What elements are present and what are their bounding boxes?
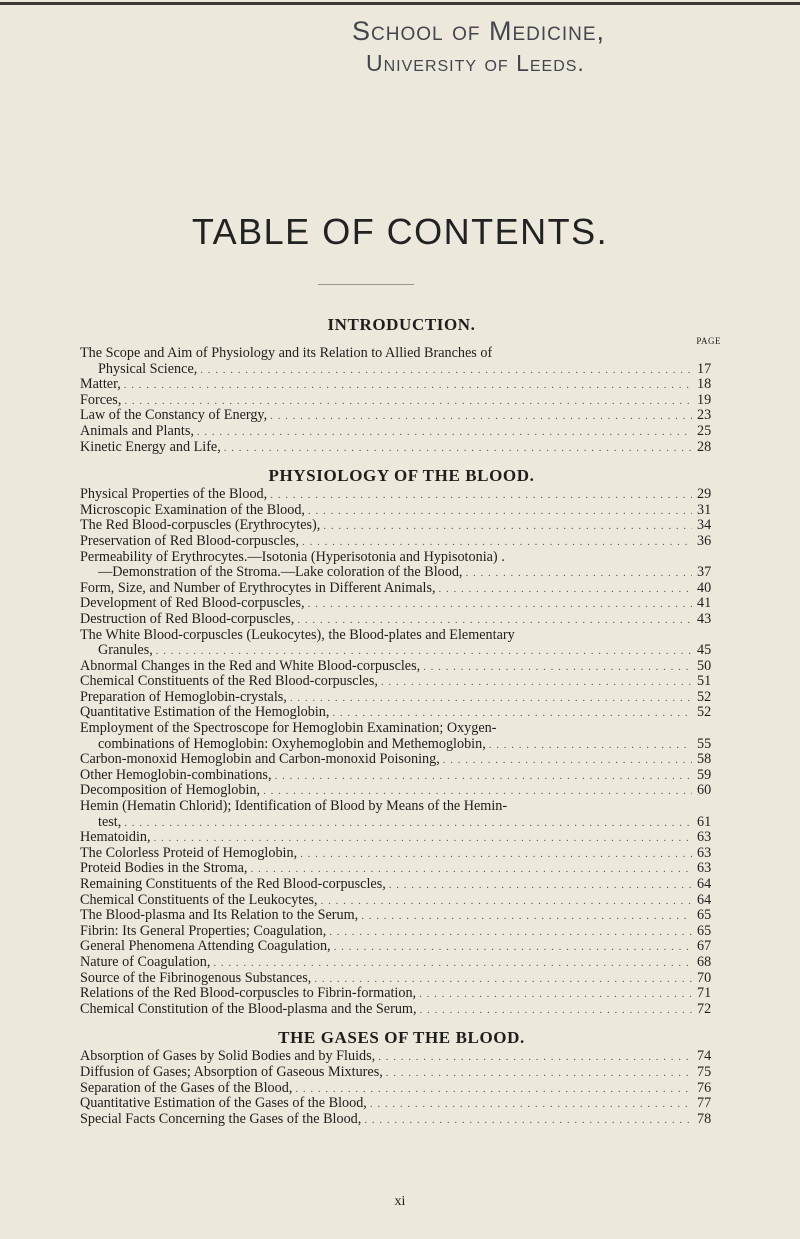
toc-entry-text: test, xyxy=(98,814,122,830)
page-title: TABLE OF CONTENTS. xyxy=(191,211,609,252)
dot-leader xyxy=(314,972,692,988)
toc-entry-text: Matter, xyxy=(80,377,121,393)
dot-leader xyxy=(323,519,692,535)
toc-entry-line xyxy=(80,440,723,456)
toc-entry-line xyxy=(80,1065,723,1081)
toc-entry-text: Special Facts Concerning the Gases of the Blood, xyxy=(80,1111,362,1127)
section-spacer xyxy=(80,1017,723,1027)
toc-page-number: 23 xyxy=(697,407,712,424)
dot-leader xyxy=(302,535,692,551)
dot-leader xyxy=(308,597,692,613)
section-heading: INTRODUCTION. xyxy=(327,315,476,334)
dot-leader xyxy=(423,660,692,676)
toc-entry-continuation xyxy=(80,737,723,753)
dot-leader xyxy=(124,378,692,394)
toc-entry xyxy=(80,346,723,377)
toc-entry xyxy=(80,581,723,597)
dot-leader xyxy=(364,1113,692,1129)
dot-leader xyxy=(154,831,692,847)
title-divider xyxy=(318,284,414,285)
toc-page-number: 40 xyxy=(697,579,712,596)
toc-page-number: 25 xyxy=(697,422,712,439)
toc-entry-text: Chemical Constitution of the Blood-plasma and the Serum, xyxy=(80,1001,417,1017)
toc-entry xyxy=(80,955,723,971)
toc-entry-text: Preservation of Red Blood-corpuscles, xyxy=(80,533,300,549)
toc-page-number: 78 xyxy=(697,1110,712,1127)
section-heading: PHYSIOLOGY OF THE BLOOD. xyxy=(268,466,535,486)
dot-leader xyxy=(308,504,692,520)
toc-entry-line xyxy=(80,830,723,846)
toc-entry-line xyxy=(80,408,723,424)
dot-leader xyxy=(250,862,692,878)
toc-page-number: 59 xyxy=(697,766,712,783)
toc-entry-text: Permeability of Erythrocytes.—Isotonia (Hyperisotonia and Hypisotonia) . xyxy=(80,549,505,565)
toc-entry-text: Microscopic Examination of the Blood, xyxy=(80,502,305,518)
stamp-line-university: University of Leeds. xyxy=(366,50,585,76)
toc-entry-text: General Phenomena Attending Coagulation, xyxy=(80,939,331,955)
toc-entry-line xyxy=(80,581,723,597)
toc-entry-text: The Red Blood-corpuscles (Erythrocytes), xyxy=(80,518,321,534)
toc-entry xyxy=(80,846,723,862)
dot-leader xyxy=(295,1082,692,1098)
dot-leader xyxy=(361,909,692,925)
toc-entry xyxy=(80,424,723,440)
toc-page-number: 70 xyxy=(697,969,712,986)
toc-entry-text: Employment of the Spectroscope for Hemoglobin Examination; Oxygen- xyxy=(80,721,497,737)
toc-entry-text: Granules, xyxy=(98,643,153,659)
toc-entry-text: combinations of Hemoglobin: Oxyhemoglobin and Methemoglobin, xyxy=(98,736,486,752)
toc-entry xyxy=(80,924,723,940)
toc-page-number: 63 xyxy=(697,829,712,846)
toc-entry xyxy=(80,830,723,846)
toc-entry-text: Forces, xyxy=(80,392,122,408)
toc-entry-line xyxy=(80,768,723,784)
toc-entry-text: Form, Size, and Number of Erythrocytes in Different Animals, xyxy=(80,580,436,596)
toc-entry-text: Quantitative Estimation of the Gases of the Blood, xyxy=(80,1096,367,1112)
toc-entry-line xyxy=(80,393,723,409)
toc-entry-text: Abnormal Changes in the Red and White Blood-corpuscles, xyxy=(80,658,421,674)
toc-entry-text: Quantitative Estimation of the Hemoglobin, xyxy=(80,705,330,721)
toc-entry-line xyxy=(80,1002,723,1018)
toc-entry-line xyxy=(80,534,723,550)
toc-entry xyxy=(80,986,723,1002)
toc-entry xyxy=(80,534,723,550)
toc-entry-line xyxy=(80,674,723,690)
toc-entry xyxy=(80,628,723,659)
toc-entry xyxy=(80,1096,723,1112)
dot-leader xyxy=(381,675,692,691)
toc-page-number: 41 xyxy=(697,595,712,612)
toc-page-number: 67 xyxy=(697,938,712,955)
toc-entry-line xyxy=(80,424,723,440)
dot-leader xyxy=(334,940,692,956)
table-of-contents xyxy=(80,314,723,1127)
toc-entry xyxy=(80,550,723,581)
toc-entry-text: Nature of Coagulation, xyxy=(80,954,211,970)
toc-entry xyxy=(80,768,723,784)
section-heading: THE GASES OF THE BLOOD. xyxy=(278,1028,525,1048)
dot-leader xyxy=(124,816,692,832)
toc-entry xyxy=(80,799,723,830)
toc-entry xyxy=(80,939,723,955)
toc-entry xyxy=(80,440,723,456)
toc-entry-text: Chemical Constituents of the Leukocytes, xyxy=(80,892,318,908)
toc-entry-line xyxy=(80,721,723,737)
toc-page-number: 63 xyxy=(697,860,712,877)
toc-entry-text: Fibrin: Its General Properties; Coagulation, xyxy=(80,923,327,939)
toc-entry xyxy=(80,487,723,503)
toc-page-number: 63 xyxy=(697,844,712,861)
toc-section xyxy=(80,465,723,1017)
toc-entry-continuation xyxy=(80,362,723,378)
dot-leader xyxy=(389,878,692,894)
toc-page-number: 76 xyxy=(697,1079,712,1096)
toc-entry-line xyxy=(80,377,723,393)
toc-page-number: 72 xyxy=(697,1000,712,1017)
toc-entry-line xyxy=(80,971,723,987)
toc-entry xyxy=(80,393,723,409)
dot-leader xyxy=(386,1066,692,1082)
toc-entry xyxy=(80,971,723,987)
toc-entry xyxy=(80,861,723,877)
dot-leader xyxy=(300,847,692,863)
toc-entry xyxy=(80,705,723,721)
toc-entry-line xyxy=(80,861,723,877)
dot-leader xyxy=(270,409,692,425)
dot-leader xyxy=(275,769,693,785)
toc-page-number: 18 xyxy=(697,376,712,393)
toc-page-number: 51 xyxy=(697,673,712,690)
toc-entry-text: Chemical Constituents of the Red Blood-corpuscles, xyxy=(80,674,378,690)
toc-entry-line xyxy=(80,705,723,721)
dot-leader xyxy=(489,738,692,754)
toc-entry-text: The Blood-plasma and Its Relation to the Serum, xyxy=(80,908,359,924)
toc-entry-line xyxy=(80,550,723,566)
toc-entry-text: The Colorless Proteid of Hemoglobin, xyxy=(80,845,298,861)
top-edge-rule xyxy=(0,2,800,5)
toc-entry xyxy=(80,1049,723,1065)
toc-entry-line xyxy=(80,908,723,924)
toc-entry xyxy=(80,893,723,909)
toc-entry xyxy=(80,408,723,424)
toc-entry xyxy=(80,690,723,706)
toc-page-number: 28 xyxy=(697,438,712,455)
toc-entry-text: Carbon-monoxid Hemoglobin and Carbon-monoxid Poisoning, xyxy=(80,752,440,768)
toc-page-number: 68 xyxy=(697,953,712,970)
dot-leader xyxy=(290,691,692,707)
toc-page-number: 36 xyxy=(697,532,712,549)
dot-leader xyxy=(321,894,692,910)
toc-page-number: 31 xyxy=(697,501,712,518)
toc-page-number: 74 xyxy=(697,1048,712,1065)
toc-entry-text: Hematoidin, xyxy=(80,830,151,846)
toc-page-number: 37 xyxy=(697,564,712,581)
toc-entry-text: Animals and Plants, xyxy=(80,423,194,439)
toc-page-number: 45 xyxy=(697,642,712,659)
toc-entry xyxy=(80,1065,723,1081)
dot-leader xyxy=(297,613,692,629)
stamp-line-school: School of Medicine, xyxy=(352,16,606,46)
toc-page-number: 75 xyxy=(697,1063,712,1080)
dot-leader xyxy=(420,1003,692,1019)
dot-leader xyxy=(200,363,692,379)
dot-leader xyxy=(419,987,692,1003)
toc-page-number: 17 xyxy=(697,360,712,377)
dot-leader xyxy=(443,753,692,769)
page-column-label: PAGE xyxy=(696,336,721,346)
toc-entry-line xyxy=(80,939,723,955)
toc-entry-line xyxy=(80,955,723,971)
toc-entry xyxy=(80,877,723,893)
dot-leader xyxy=(263,784,692,800)
toc-entry-line xyxy=(80,596,723,612)
toc-entry-text: Kinetic Energy and Life, xyxy=(80,439,221,455)
toc-entry-text: Hemin (Hematin Chlorid); Identification of Blood by Means of the Hemin- xyxy=(80,799,508,815)
toc-entry xyxy=(80,1112,723,1128)
toc-entry-text: Relations of the Red Blood-corpuscles to Fibrin-formation, xyxy=(80,986,417,1002)
dot-leader xyxy=(213,956,692,972)
page-folio: xi xyxy=(394,1194,406,1209)
toc-entry-text: Destruction of Red Blood-corpuscles, xyxy=(80,611,295,627)
toc-entry-line xyxy=(80,628,723,644)
toc-entry-line xyxy=(80,1081,723,1097)
toc-page-number: 52 xyxy=(697,688,712,705)
toc-entry-line xyxy=(80,518,723,534)
toc-entry-text: Remaining Constituents of the Red Blood-corpuscles, xyxy=(80,877,386,892)
toc-entry xyxy=(80,908,723,924)
toc-page-number: 50 xyxy=(697,657,712,674)
toc-entry-text: Source of the Fibrinogenous Substances, xyxy=(80,970,312,986)
toc-entry xyxy=(80,674,723,690)
toc-page-number: 29 xyxy=(697,486,712,503)
toc-entry-text: Law of the Constancy of Energy, xyxy=(80,408,268,424)
toc-entry xyxy=(80,612,723,628)
toc-page-number: 52 xyxy=(697,704,712,721)
dot-leader xyxy=(370,1097,692,1113)
toc-entry-continuation xyxy=(80,565,723,581)
toc-entry-text: The White Blood-corpuscles (Leukocytes), the Blood-plates and Elementary xyxy=(80,627,515,643)
toc-page-number: 55 xyxy=(697,735,712,752)
toc-entry-line xyxy=(80,924,723,940)
toc-entry-line xyxy=(80,846,723,862)
toc-entry xyxy=(80,503,723,519)
toc-entry xyxy=(80,783,723,799)
toc-entry-text: Preparation of Hemoglobin-crystals, xyxy=(80,689,287,705)
toc-entry-line xyxy=(80,752,723,768)
dot-leader xyxy=(329,925,692,941)
toc-entry xyxy=(80,518,723,534)
toc-entry-line xyxy=(80,799,723,815)
toc-page-number: 58 xyxy=(697,751,712,768)
toc-entry-text: The Scope and Aim of Physiology and its Relation to Allied Branches of xyxy=(80,346,493,361)
toc-entry xyxy=(80,1081,723,1097)
toc-page-number: 34 xyxy=(697,517,712,534)
toc-entry xyxy=(80,1002,723,1018)
toc-entry-line xyxy=(80,503,723,519)
toc-page-number: 64 xyxy=(697,876,712,892)
toc-page-number: 61 xyxy=(697,813,712,830)
dot-leader xyxy=(465,566,692,582)
toc-page-number: 19 xyxy=(697,391,712,408)
toc-entry-line xyxy=(80,1112,723,1128)
toc-entry-text: Separation of the Gases of the Blood, xyxy=(80,1080,293,1096)
dot-leader xyxy=(270,488,692,504)
toc-entry-text: Absorption of Gases by Solid Bodies and by Fluids, xyxy=(80,1049,376,1065)
dot-leader xyxy=(124,394,692,410)
dot-leader xyxy=(197,425,692,441)
toc-page-number: 71 xyxy=(697,985,712,1002)
dot-leader xyxy=(439,582,692,598)
toc-entry xyxy=(80,721,723,752)
toc-entry-line xyxy=(80,783,723,799)
toc-entry xyxy=(80,752,723,768)
toc-page-number: 43 xyxy=(697,610,712,627)
toc-entry-text: Proteid Bodies in the Stroma, xyxy=(80,861,248,877)
toc-entry-line xyxy=(80,659,723,675)
toc-entry xyxy=(80,596,723,612)
toc-entry-line xyxy=(80,690,723,706)
toc-entry-line xyxy=(80,1049,723,1065)
section-spacer xyxy=(80,455,723,465)
toc-page-number: 60 xyxy=(697,782,712,799)
toc-entry-text: Physical Science, xyxy=(98,361,198,377)
toc-entry-line xyxy=(80,986,723,1002)
toc-entry-text: Diffusion of Gases; Absorption of Gaseous Mixtures, xyxy=(80,1064,383,1080)
toc-entry-text: Physical Properties of the Blood, xyxy=(80,487,268,503)
toc-page-number: 64 xyxy=(697,891,712,908)
toc-entry xyxy=(80,659,723,675)
toc-entry-line xyxy=(80,346,723,362)
toc-entry xyxy=(80,377,723,393)
toc-entry-line xyxy=(80,893,723,909)
toc-entry-text: —Demonstration of the Stroma.—Lake coloration of the Blood, xyxy=(98,565,463,581)
toc-page-number: 65 xyxy=(697,922,712,939)
toc-entry-line xyxy=(80,487,723,503)
dot-leader xyxy=(224,441,692,457)
toc-section xyxy=(80,1027,723,1127)
toc-entry-text: Decomposition of Hemoglobin, xyxy=(80,783,261,799)
toc-page-number: 77 xyxy=(697,1095,712,1112)
toc-section xyxy=(80,314,723,455)
dot-leader xyxy=(378,1050,692,1066)
toc-entry-line xyxy=(80,612,723,628)
toc-entry-text: Development of Red Blood-corpuscles, xyxy=(80,596,305,612)
toc-entry-continuation xyxy=(80,643,723,659)
toc-entry-line xyxy=(80,1096,723,1112)
toc-entry-text: Other Hemoglobin-combinations, xyxy=(80,767,272,783)
dot-leader xyxy=(332,706,692,722)
toc-entry-line xyxy=(80,877,723,893)
toc-page-number: 65 xyxy=(697,907,712,924)
dot-leader xyxy=(156,644,692,660)
toc-entry-continuation xyxy=(80,815,723,831)
